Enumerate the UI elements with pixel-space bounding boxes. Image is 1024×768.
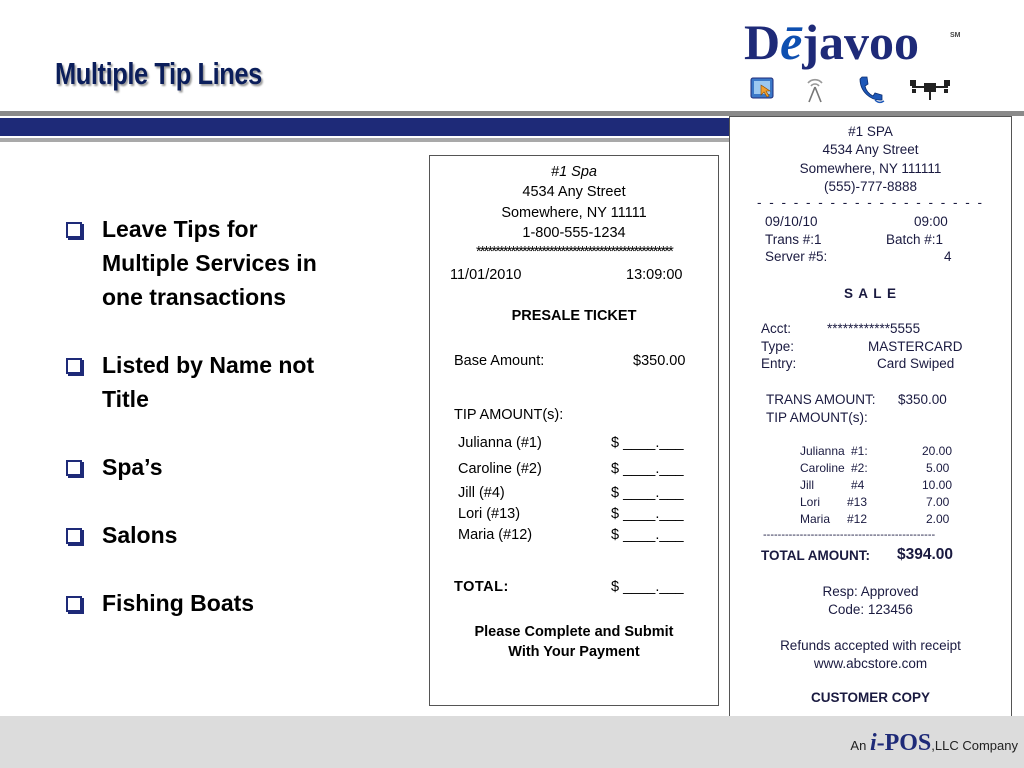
tip-heading: TIP AMOUNT(s): <box>766 410 868 425</box>
tip-blank: $ ____.___ <box>611 485 684 501</box>
tip-number: #13 <box>847 495 868 509</box>
trans-amount-value: $350.00 <box>898 392 947 407</box>
tip-number: #1: <box>851 444 868 458</box>
acct-label: Acct: <box>761 321 792 336</box>
server-value: 4 <box>944 249 952 264</box>
bullet-item: Fishing Boats <box>64 586 394 620</box>
tip-amount: 7.00 <box>926 495 950 509</box>
tip-name: Lori (#13) <box>458 506 521 522</box>
receipt-footer-line1: Please Complete and Submit <box>474 624 674 640</box>
bullet-item: Spa’s <box>64 450 394 484</box>
tip-name: Jill <box>800 478 814 492</box>
tip-amount: 20.00 <box>922 444 953 458</box>
total-label: TOTAL: <box>454 579 509 595</box>
sale-heading: S A L E <box>843 286 897 301</box>
bullet-box-icon <box>66 596 82 612</box>
tip-blank: $ ____.___ <box>611 461 684 477</box>
store-name: #1 Spa <box>551 164 597 180</box>
service-mark: SM <box>950 32 961 39</box>
approval-code: Code: 123456 <box>828 602 913 617</box>
receipt-time: 13:09:00 <box>626 267 683 283</box>
trans-number: Trans #:1 <box>765 232 822 247</box>
total-amount-label: TOTAL AMOUNT: <box>761 548 870 563</box>
bullet-box-icon <box>66 358 82 374</box>
type-label: Type: <box>761 339 795 354</box>
tip-name: Caroline (#2) <box>458 461 542 477</box>
touch-screen-icon <box>750 75 776 101</box>
receipt-time: 09:00 <box>914 214 948 229</box>
network-icon <box>910 75 950 101</box>
batch-number: Batch #:1 <box>886 232 944 247</box>
store-address: 4534 Any Street <box>822 142 919 157</box>
separator-line: ----------------------------------------------- <box>763 529 936 541</box>
slide-title: Multiple Tip Lines <box>55 56 262 91</box>
store-phone: (555)-777-8888 <box>823 179 918 194</box>
tip-name: Julianna <box>800 444 845 458</box>
tip-amount: 10.00 <box>922 478 953 492</box>
bullet-box-icon <box>66 528 82 544</box>
store-name: #1 SPA <box>848 124 893 139</box>
base-amount-label: Base Amount: <box>454 353 545 369</box>
receipt-date: 11/01/2010 <box>450 267 522 283</box>
bullet-list <box>64 212 394 654</box>
tip-name: Caroline <box>800 461 845 475</box>
tip-blank: $ ____.___ <box>611 527 684 543</box>
tip-number: #12 <box>847 512 868 526</box>
acct-value: ************5555 <box>827 321 921 336</box>
star-divider: *************************************************** <box>476 244 672 260</box>
dejavoo-logo: Dējavoo SM <box>744 14 961 70</box>
server-label: Server #5: <box>765 249 828 264</box>
trans-amount-label: TRANS AMOUNT: <box>766 392 876 407</box>
store-city: Somewhere, NY 111111 <box>799 161 942 176</box>
tip-blank: $ ____.___ <box>611 506 684 522</box>
tip-blank: $ ____.___ <box>611 435 684 451</box>
entry-label: Entry: <box>761 356 797 371</box>
bullet-item: Listed by Name not Title <box>64 348 394 416</box>
tip-name: Julianna (#1) <box>458 435 542 451</box>
type-value: MASTERCARD <box>868 339 963 354</box>
store-phone: 1-800-555-1234 <box>522 225 626 241</box>
tip-name: Maria <box>800 512 831 526</box>
customer-copy-label: CUSTOMER COPY <box>810 690 930 705</box>
wireless-tower-icon <box>802 75 828 103</box>
total-amount-value: $394.00 <box>897 546 954 563</box>
header-band <box>0 118 730 136</box>
tip-amount: 2.00 <box>926 512 950 526</box>
bullet-box-icon <box>66 460 82 476</box>
tip-number: #2: <box>851 461 868 475</box>
store-address: 4534 Any Street <box>522 184 626 200</box>
tip-name: Jill (#4) <box>458 485 505 501</box>
company-credit: An i-POS,LLC Company <box>850 730 1018 756</box>
dash-divider: - - - - - - - - - - - - - - - - - - - <box>757 195 984 210</box>
tip-number: #4 <box>851 478 865 492</box>
bullet-box-icon <box>66 222 82 238</box>
store-website: www.abcstore.com <box>813 656 928 671</box>
receipt-date: 09/10/10 <box>765 214 818 229</box>
entry-value: Card Swiped <box>877 356 955 371</box>
phone-icon <box>856 75 886 105</box>
tip-name: Maria (#12) <box>458 527 533 543</box>
tip-heading: TIP AMOUNT(s): <box>454 407 564 423</box>
response-status: Resp: Approved <box>822 584 919 599</box>
presale-ticket-receipt <box>429 155 719 706</box>
header-rule-lower <box>0 138 730 142</box>
receipt-heading: PRESALE TICKET <box>511 308 637 324</box>
receipt-footer-line2: With Your Payment <box>508 644 640 660</box>
base-amount-value: $350.00 <box>633 353 686 369</box>
tip-name: Lori <box>800 495 821 509</box>
bullet-item: Leave Tips for Multiple Services in one transactions <box>64 212 394 314</box>
total-blank: $ ____.___ <box>611 579 684 595</box>
bullet-item: Salons <box>64 518 394 552</box>
tip-amount: 5.00 <box>926 461 950 475</box>
store-city: Somewhere, NY 11111 <box>501 205 647 221</box>
feature-icons <box>750 75 960 107</box>
refund-policy: Refunds accepted with receipt <box>780 638 961 653</box>
customer-copy-receipt <box>729 116 1012 717</box>
